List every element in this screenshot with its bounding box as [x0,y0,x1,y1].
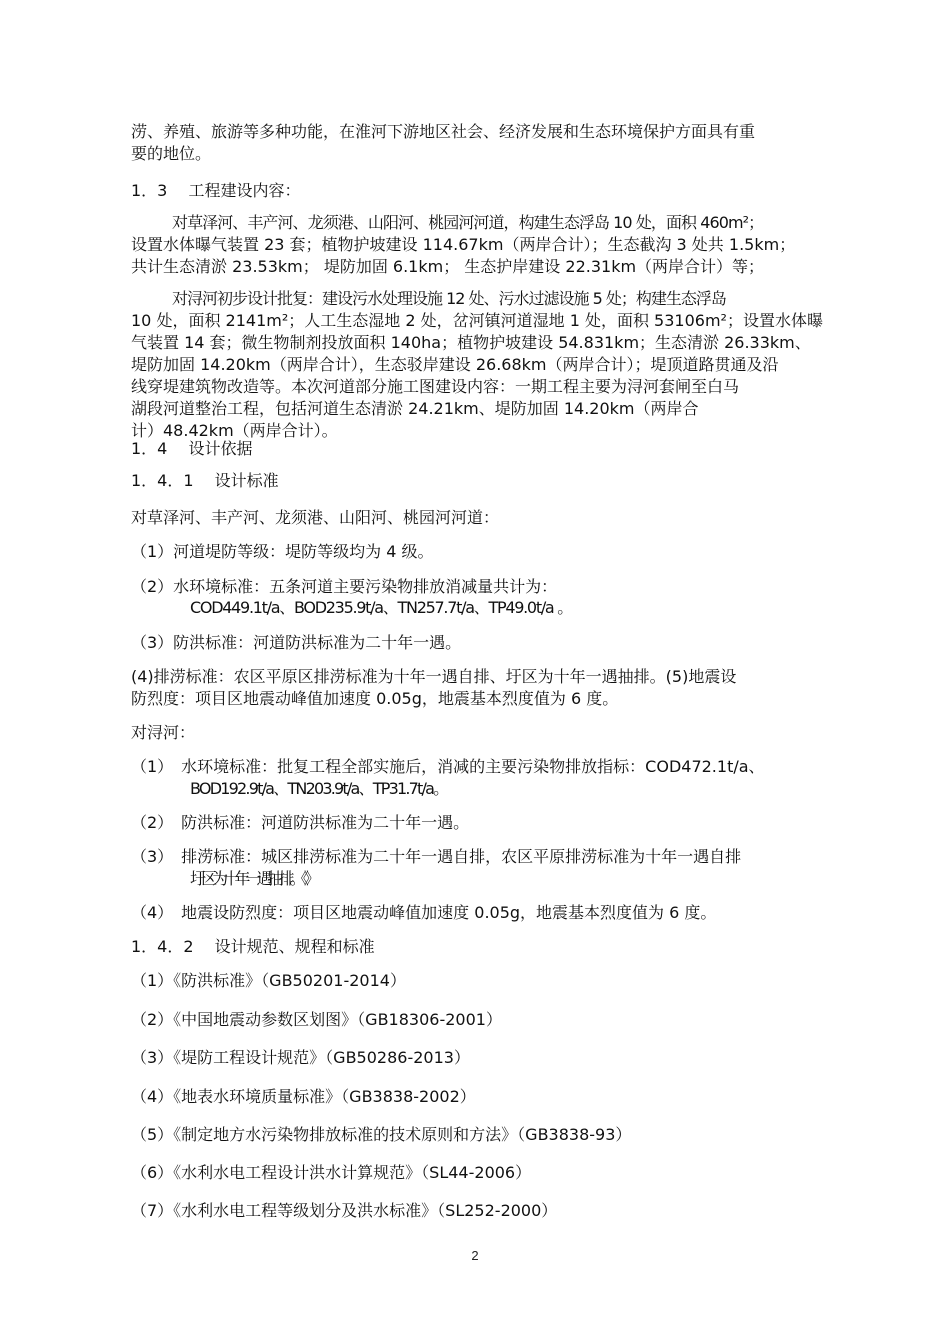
page-number: 2 [471,1248,479,1263]
list-item: （7）《水利水电工程等级划分及洪水标准》（SL252-2000） [131,1201,558,1220]
list-item: （1） 水环境标准：批复工程全部实施后，消减的主要污染物排放指标：COD472.1t/a、 [131,757,765,776]
text-line: 涝、养殖、旅游等多种功能，在淮河下游地区社会、经济发展和生态环境保护方面具有重 [131,122,756,141]
text-line: 线穿堤建筑物改造等。本次河道部分施工图建设内容：一期工程主要为浔河套闸至白马 [131,377,740,396]
list-item: (4)排涝标准：农区平原区排涝标准为十年一遇自排、圩区为十年一遇抽排。(5)地震设 [131,667,737,686]
list-item: （5）《制定地方水污染物排放标准的技术原则和方法》（GB3838-93） [131,1125,632,1144]
text-line: 圩区为十年一遇抽排。《》 [190,869,315,888]
list-item: （2） 防洪标准：河道防洪标准为二十年一遇。 [131,813,470,832]
list-item: （1）河道堤防等级：堤防等级均为 4 级。 [131,542,434,561]
list-item: （2）水环境标准：五条河道主要污染物排放消减量共计为： [131,577,558,596]
list-item: （6）《水利水电工程设计洪水计算规范》（SL44-2006） [131,1163,532,1182]
list-item: （2）《中国地震动参数区划图》（GB18306-2001） [131,1010,502,1029]
text-line: 气装置 14 套；微生物制剂投放面积 140ha；植物护坡建设 54.831km；生态清淤 26.33km、 [131,333,811,352]
list-item: （3）防洪标准：河道防洪标准为二十年一遇。 [131,633,462,652]
text-line: 对浔河初步设计批复：建设污水处理设施 12 处、污水过滤设施 5 处；构建生态浮岛 [172,289,726,308]
text-line: 要的地位。 [131,144,212,163]
text-line: 设置水体曝气装置 23 套；植物护坡建设 114.67km（两岸合计）；生态截沟 3 处共 1.5km； [131,235,796,254]
list-item: （3）《堤防工程设计规范》（GB50286-2013） [131,1048,470,1067]
text-line: 10 处，面积 2141m²；人工生态湿地 2 处，岔河镇河道湿地 1 处，面积 53106m²；设置水体曝 [131,311,823,330]
text-line: 对浔河： [131,723,196,742]
section-heading: 1．3 工程建设内容： [131,181,301,200]
text-line: 防烈度：项目区地震动峰值加速度 0.05g，地震基本烈度值为 6 度。 [131,689,619,708]
text-line: 湖段河道整治工程，包括河道生态清淤 24.21km、堤防加固 14.20km（两岸合 [131,399,699,418]
text-line: 共计生态清淤 23.53km； 堤防加固 6.1km； 生态护岸建设 22.31km（两岸合计）等； [131,257,765,276]
subsection-heading: 1．4．2 设计规范、规程和标准 [131,937,375,956]
text-line: COD449.1t/a、BOD235.9t/a、TN257.7t/a、TP49.0t/a 。 [190,598,572,617]
text-line: 对草泽河、丰产河、龙须港、山阳河、桃园河河道，构建生态浮岛 10 处，面积 460m²； [172,213,764,232]
list-item: （1）《防洪标准》（GB50201-2014） [131,971,406,990]
text-line: 对草泽河、丰产河、龙须港、山阳河、桃园河河道： [131,508,500,527]
section-heading: 1．4 设计依据 [131,439,253,458]
text-line: BOD192.9t/a、TN203.9t/a、TP31.7t/a。 [190,779,448,798]
list-item: （3） 排涝标准：城区排涝标准为二十年一遇自排，农区平原排涝标准为十年一遇自排 [131,847,742,866]
list-item: （4） 地震设防烈度：项目区地震动峰值加速度 0.05g，地震基本烈度值为 6 度。 [131,903,717,922]
text-line: 堤防加固 14.20km（两岸合计），生态驳岸建设 26.68km（两岸合计）；堤顶道路贯通及沿 [131,355,779,374]
text-line: 计）48.42km（两岸合计）。 [131,421,338,440]
subsection-heading: 1．4．1 设计标准 [131,471,279,490]
list-item: （4）《地表水环境质量标准》（GB3838-2002） [131,1087,476,1106]
